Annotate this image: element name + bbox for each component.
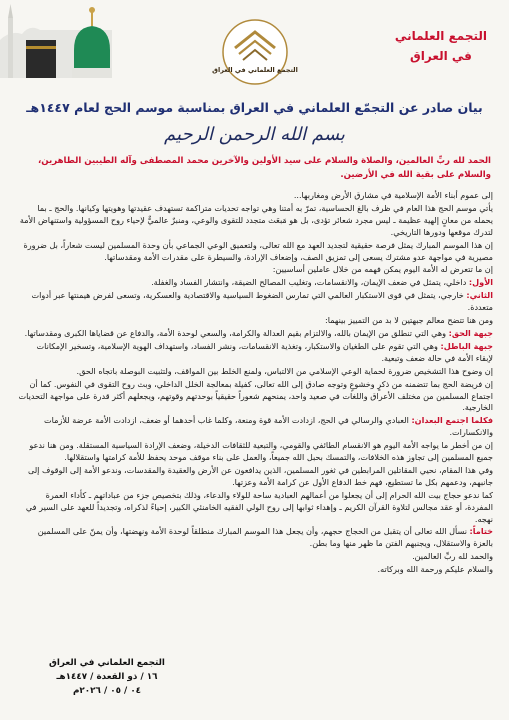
paragraph: ومن هنا تتضح معالم جبهتين لا بد من التمييز بينهما: bbox=[325, 315, 493, 326]
signature-date-hijri: ١٦ / ذو القعدة / ١٤٤٧هـ bbox=[56, 672, 158, 682]
paragraph: جبهة الباطل: وهي التي تقوم على الطغيان والاستكبار، وتغذية الانقسامات، ونشر الفساد، واستهداف الهوية الإسلامية، وتسخير الإمكانات لإبقاء الأمة في حالة ضعف وتبعية. bbox=[36, 340, 493, 363]
paragraph: إلى عموم أبناء الأمة الإسلامية في مشارق الأرض ومغاربها... bbox=[293, 190, 493, 200]
org-name-line1: التجمع العلماني bbox=[394, 29, 487, 43]
signature-block bbox=[22, 656, 192, 698]
statement-body bbox=[17, 190, 493, 577]
paragraph: إن ما تتعرض له الأمة اليوم يمكن فهمه من خلال عاملين أساسيين: bbox=[272, 264, 493, 275]
page-header bbox=[0, 0, 509, 95]
opening-invocation: الحمد لله ربِّ العالمين، والصلاة والسلام على سيد الأولين والآخرين محمد المصطفى وآله الطيبين الطاهرين، والسلام على بقية الله في الأرضين. bbox=[38, 156, 491, 180]
paragraph: جبهة الحق: وهي التي تنطلق من الإيمان بالله، والالتزام بقيم العدالة والكرامة، والسعي لوحدة الأمة، والدفاع عن قضاياها الكبرى ومقدساتها. bbox=[24, 327, 493, 338]
statement-title: بيان صادر عن التجمّع العلماني في العراق بمناسبة موسم الحج لعام ١٤٤٧هـ bbox=[26, 100, 483, 115]
paragraph: الثاني: خارجي، يتمثل في قوى الاستكبار العالمي التي تمارس الضغوط السياسية والاقتصادية والعسكرية، وتسعى لفرض هيمنتها عبر أدوات متعددة. bbox=[31, 290, 493, 313]
paragraph-label: الثاني: bbox=[466, 290, 493, 301]
mosque-dome-icon bbox=[0, 0, 112, 78]
paragraph-label: ختاماً: bbox=[469, 526, 493, 537]
paragraph-label: فكلما اجتمع البعدان: bbox=[411, 415, 493, 426]
paragraph: يأتي موسم الحج هذا العام في ظرف بالغ الحساسية، تمرّ به أمتنا وهي تواجه تحديات متراكمة تستهدف عقيدتها وهويتها وكيانها. والحج ـ بما يحمله من معانٍ إلهية عظيمة ـ ليس مجرد شعائر تؤدى، بل هو مَبعَث متجدد للتقوى والوعي، ومنبرٌ عالميٌّ لإحياء روح المسؤولية واستنهاض الأمة لتدرك موقعها ودورها التاريخي. bbox=[19, 202, 493, 237]
paragraph: والسلام عليكم ورحمة الله وبركاته. bbox=[377, 564, 493, 575]
paragraph-label: جبهة الحق: bbox=[448, 327, 493, 338]
paragraph: وفي هذا المقام، نحيي المقاتلين المرابطين في ثغور المسلمين، الذين يدافعون عن الأرض والعقيدة والمقدسات، وندعو الأمة إلى الوقوف إلى جانبهم، ودعمهم بكل ما تستطيع، فهم خط الدفاع الأول عن كرامة الأمة وعزتها. bbox=[27, 464, 493, 487]
paragraph: ختاماً: نسأل الله تعالى أن يتقبل من الحجاج حجهم، وأن يجعل هذا الموسم المبارك منطلقاً لوحدة الأمة ونهضتها، وأن يمنّ على المسلمين بالعزة والاستقلال، ويجنبهم الفتن ما ظهر منها وما بطن. bbox=[37, 526, 493, 549]
basmala: بسم الله الرحمن الرحيم bbox=[164, 124, 345, 145]
paragraph: إن فريضة الحج بما تتضمنه من ذكرٍ وخشوعٍ وتوجه صادق إلى الله تعالى، كفيلة بمعالجة الخلل الداخلي، وبث روح التقوى في النفوس. كما أن اجتماع المسلمين من مختلف الأعراق واللغات في صعيد واحد، يمنحهم شعوراً حقيقياً بوحدتهم وقوتهم، ويجعلهم أكثر قدرة على مواجهة التحديات الخارجية. bbox=[18, 378, 493, 413]
emblem-text: التجمع العلماني في العراق bbox=[212, 66, 298, 74]
org-name-line2: في العراق bbox=[410, 49, 472, 63]
paragraph-label: جبهة الباطل: bbox=[440, 340, 493, 351]
paragraph: كما ندعو حجاج بيت الله الحرام إلى أن يجعلوا من أعمالهم العبادية ساحة للولاء والدعاء، وذلك بتخصيص جزء من عباداتهم ـ كأداء العمرة المفردة، أو عقد مجالس لتلاوة القرآن الكريم ـ وإهداء ثوابها إلى روح الولي الفقيه الخامنئي الكبير، إحياءً لذكراه، وتجديداً للعهد على السير في نهجه. bbox=[25, 489, 493, 524]
paragraph: إن وضوح هذا التشخيص ضرورة لحماية الوعي الإسلامي من الالتباس، ولمنع الخلط بين المواقف، ولتثبيت البوصلة باتجاه الحق. bbox=[76, 365, 493, 376]
paragraph: فكلما اجتمع البعدان: العبادي والرسالي في الحج، ازدادت الأمة قوة ومنعة، وكلما غاب أحدهما أو ضعف، ازدادت الأمة عرضة للأزمات والانكسارات. bbox=[44, 415, 493, 438]
org-name bbox=[395, 26, 487, 66]
paragraph: الأول: داخلي، يتمثل في ضعف الإيمان، والانقسامات، وتغليب المصالح الضيقة، وانتشار الفساد والغفلة. bbox=[151, 277, 493, 288]
signature-org: التجمع العلماني في العراق bbox=[49, 658, 165, 668]
paragraph: إن من أخطر ما يواجه الأمة اليوم هو الانقسام الطائفي والقومي، والتبعية للثقافات الدخيلة، وضعف الإرادة السياسية المستقلة. ومن هنا ندعو جميع المسلمين إلى تجاوز هذه الخلافات، والتمسك بحبل الله جميعاً، والعمل على بناء موقف موحد يحفظ للأمة كرامتها واستقلالها. bbox=[29, 440, 493, 463]
emblem-logo-icon bbox=[212, 18, 298, 86]
paragraph-label: الأول: bbox=[468, 277, 493, 288]
paragraph: إن هذا الموسم المبارك يمثل فرصة حقيقية لتجديد العهد مع الله تعالى، ولتعميق الوعي الجماعي بأن وحدة المسلمين ليست شعاراً، بل ضرورة مصيرية في مواجهة عدو مشترك يسعى إلى تمزيق الصف، وإضعاف الإرادة، والسيطرة على مقدرات الأمة ومقدساتها. bbox=[23, 239, 493, 262]
paragraph: والحمد لله ربِّ العالمين. bbox=[412, 551, 493, 562]
signature-date-gregorian: ٠٤ / ٠٥ / ٢٠٢٦م bbox=[72, 686, 142, 696]
